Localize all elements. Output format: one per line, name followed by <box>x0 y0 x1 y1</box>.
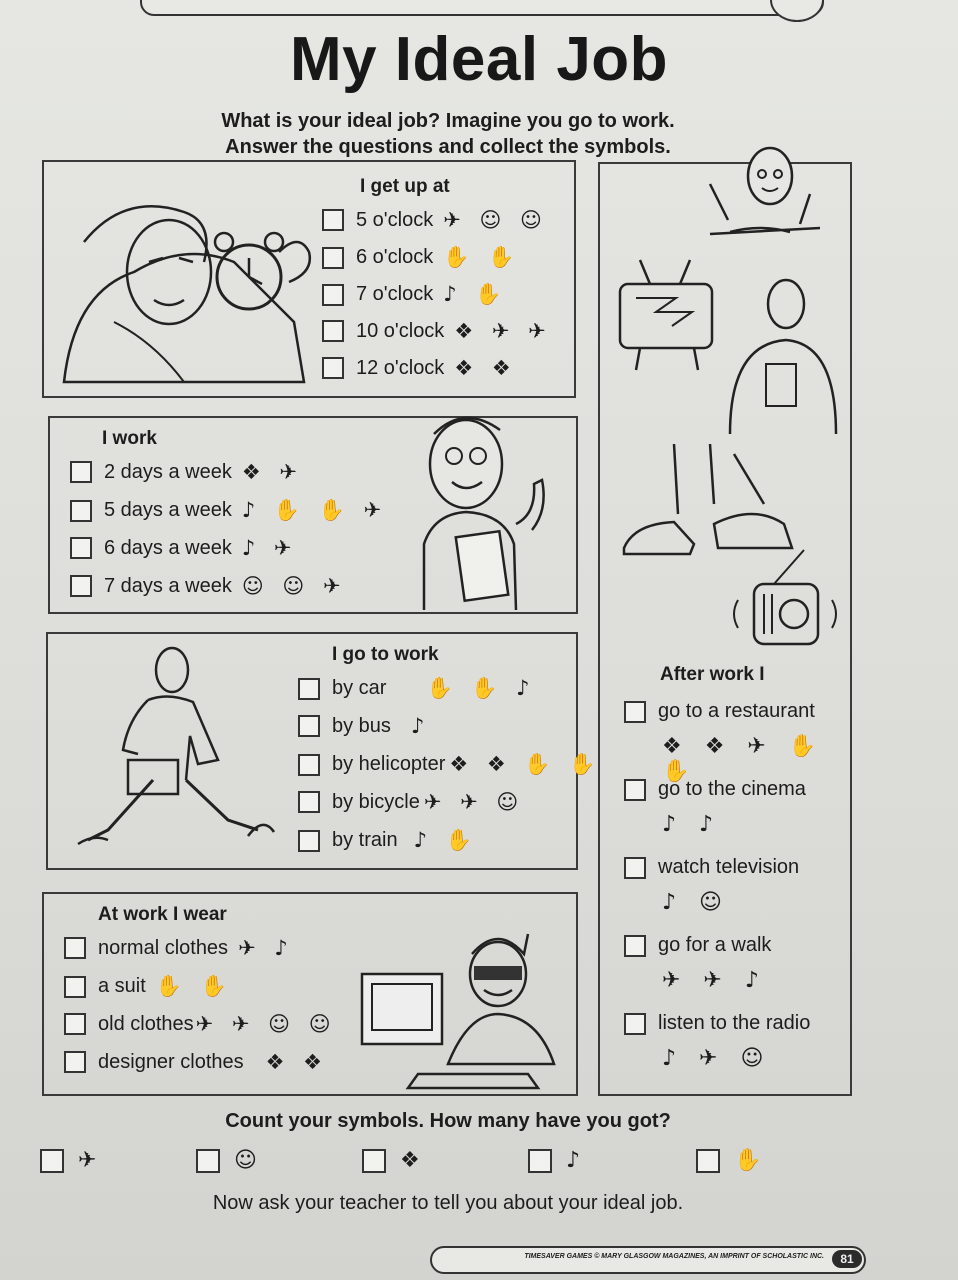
symbols: ✋ ✋ <box>443 245 521 269</box>
intro-line-2: Answer the questions and collect the symbols. <box>225 136 671 158</box>
checkbox[interactable] <box>298 715 320 737</box>
option-label: 7 o'clock <box>356 283 434 305</box>
getup-option-3[interactable] <box>322 282 507 307</box>
checkbox[interactable] <box>322 209 344 231</box>
option-label: 12 o'clock <box>356 356 445 379</box>
option-label: 6 o'clock <box>356 246 434 268</box>
work-heading: I work <box>102 428 157 449</box>
checkbox[interactable] <box>70 575 92 597</box>
hand-icon: ✋ <box>734 1148 762 1173</box>
checkbox[interactable] <box>322 357 344 379</box>
getup-heading: I get up at <box>360 176 450 197</box>
work-option-3[interactable] <box>70 536 298 560</box>
checkbox[interactable] <box>624 779 646 801</box>
goto-option-1[interactable] <box>298 676 536 701</box>
after-heading: After work I <box>660 664 765 685</box>
work-option-1[interactable] <box>70 460 303 484</box>
footer-credit: TIMESAVER GAMES © MARY GLASGOW MAGAZINES, AN IMPRINT OF SCHOLASTIC INC. <box>524 1253 824 1260</box>
wear-option-4[interactable] <box>64 1050 328 1074</box>
checkbox[interactable] <box>322 284 344 306</box>
guitar-icon: ♪ <box>566 1148 581 1173</box>
checkbox[interactable] <box>696 1149 720 1173</box>
symbols: ❖ ✈ <box>241 460 303 484</box>
wear-option-1[interactable] <box>64 936 294 960</box>
symbols: ☺ ☺ ✈ <box>241 574 347 598</box>
after-symbols-2: ♪ ♪ <box>662 812 722 837</box>
checkbox[interactable] <box>624 1013 646 1035</box>
count-hand[interactable] <box>696 1148 761 1173</box>
option-label: 10 o'clock <box>356 319 445 342</box>
option-label: designer clothes <box>98 1050 244 1073</box>
checkbox[interactable] <box>624 701 646 723</box>
clock-icon <box>770 0 824 22</box>
sleeping-man-illustration <box>54 182 314 387</box>
symbols: ♪ ✈ <box>241 536 298 560</box>
checkbox[interactable] <box>70 461 92 483</box>
option-label: 2 days a week <box>104 460 232 483</box>
checkbox[interactable] <box>298 678 320 700</box>
checkbox[interactable] <box>64 937 86 959</box>
after-work-box <box>598 162 852 1096</box>
diamond-icon: ❖ <box>400 1148 420 1173</box>
intro-line-1: What is your ideal job? Imagine you go to work. <box>221 110 675 132</box>
symbols: ❖ ❖ ✋ ✋ <box>449 752 602 776</box>
option-label: by car <box>332 677 387 699</box>
checkbox[interactable] <box>64 976 86 998</box>
checkbox[interactable] <box>362 1149 386 1173</box>
getup-option-4[interactable] <box>322 319 552 343</box>
option-label: go to a restaurant <box>658 700 815 722</box>
symbols: ✈ ✈ ☺ <box>423 790 525 814</box>
after-option-2[interactable] <box>624 778 806 801</box>
footer-bar <box>430 1246 866 1274</box>
goto-box <box>46 632 602 870</box>
getup-option-5[interactable] <box>322 356 517 380</box>
checkbox[interactable] <box>64 1051 86 1073</box>
symbols: ✋ ✋ ♪ <box>426 676 536 700</box>
checkbox[interactable] <box>528 1149 552 1173</box>
work-box <box>48 416 578 614</box>
checkbox[interactable] <box>624 935 646 957</box>
checkbox[interactable] <box>298 830 320 852</box>
tv-watcher-illustration <box>610 254 845 444</box>
option-label: watch television <box>658 856 800 878</box>
getup-box <box>42 160 576 398</box>
goto-option-3[interactable] <box>298 752 601 777</box>
wear-option-3[interactable] <box>64 1012 337 1036</box>
count-guitar[interactable] <box>528 1148 580 1173</box>
after-symbols-4: ✈ ✈ ♪ <box>662 968 767 993</box>
symbols: ♪ ✋ ✋ ✈ <box>241 498 388 522</box>
wear-box <box>42 892 578 1096</box>
office-worker-illustration <box>404 404 564 610</box>
goto-option-2[interactable] <box>298 714 430 738</box>
plane-icon: ✈ <box>78 1148 97 1173</box>
symbols: ❖ ❖ <box>265 1050 328 1074</box>
smiley-icon: ☺ <box>234 1148 257 1173</box>
getup-option-1[interactable] <box>322 208 548 232</box>
checkbox[interactable] <box>298 791 320 813</box>
after-symbols-3: ♪ ☺ <box>662 890 730 915</box>
after-option-5[interactable] <box>624 1012 810 1035</box>
option-label: by train <box>332 829 398 851</box>
option-label: 6 days a week <box>104 536 232 559</box>
option-label: 7 days a week <box>104 574 232 597</box>
eating-man-illustration <box>700 144 830 254</box>
checkbox[interactable] <box>322 247 344 269</box>
symbols: ♪ ✋ <box>413 828 478 852</box>
work-option-2[interactable] <box>70 498 387 523</box>
checkbox[interactable] <box>70 537 92 559</box>
goto-heading: I go to work <box>332 644 439 665</box>
wear-option-2[interactable] <box>64 974 233 999</box>
option-label: by bus <box>332 714 391 737</box>
symbols: ✈ ✈ ☺ ☺ <box>195 1012 337 1036</box>
option-label: go to the cinema <box>658 778 806 800</box>
option-label: a suit <box>98 975 146 997</box>
count-smiley[interactable] <box>196 1148 257 1173</box>
option-label: 5 days a week <box>104 499 232 521</box>
option-label: by helicopter <box>332 753 446 775</box>
option-label: 5 o'clock <box>356 208 434 231</box>
checkbox[interactable] <box>322 320 344 342</box>
symbols: ✈ ♪ <box>238 936 294 960</box>
after-symbols-1: ❖ ❖ ✈ ✋ ✋ <box>662 734 825 784</box>
count-title: Count your symbols. How many have you got? <box>225 1110 671 1132</box>
checkbox[interactable] <box>64 1013 86 1035</box>
count-diamond[interactable] <box>362 1148 420 1173</box>
count-plane[interactable] <box>40 1148 96 1173</box>
symbols: ✋ ✋ <box>155 974 233 998</box>
radio-illustration <box>724 544 844 654</box>
after-option-3[interactable] <box>624 856 799 879</box>
symbols: ❖ ❖ <box>454 356 517 380</box>
symbols: ✈ ☺ ☺ <box>443 208 548 232</box>
option-label: listen to the radio <box>658 1012 811 1034</box>
checkbox[interactable] <box>298 754 320 776</box>
option-label: old clothes <box>98 1012 194 1035</box>
getup-option-2[interactable] <box>322 245 520 270</box>
option-label: go for a walk <box>658 934 772 956</box>
option-label: by bicycle <box>332 790 420 813</box>
symbols: ♪ ✋ <box>443 282 508 306</box>
goto-option-4[interactable] <box>298 790 524 814</box>
work-option-4[interactable] <box>70 574 347 598</box>
page-title: My Ideal Job <box>289 25 669 94</box>
computer-worker-illustration <box>358 924 568 1090</box>
symbols: ♪ <box>410 714 431 738</box>
after-option-4[interactable] <box>624 934 771 957</box>
goto-option-5[interactable] <box>298 828 478 853</box>
checkbox[interactable] <box>196 1149 220 1173</box>
after-option-1[interactable] <box>624 700 815 723</box>
after-symbols-5: ♪ ✈ ☺ <box>662 1046 772 1071</box>
outro-text: Now ask your teacher to tell you about your ideal job. <box>212 1192 684 1214</box>
checkbox[interactable] <box>624 857 646 879</box>
walking-man-illustration <box>68 640 288 864</box>
symbols: ❖ ✈ ✈ <box>454 319 552 343</box>
header-bar <box>140 0 824 16</box>
checkbox[interactable] <box>70 500 92 522</box>
wear-heading: At work I wear <box>98 904 227 925</box>
option-label: normal clothes <box>98 936 229 959</box>
page-number: 81 <box>832 1250 862 1268</box>
checkbox[interactable] <box>40 1149 64 1173</box>
